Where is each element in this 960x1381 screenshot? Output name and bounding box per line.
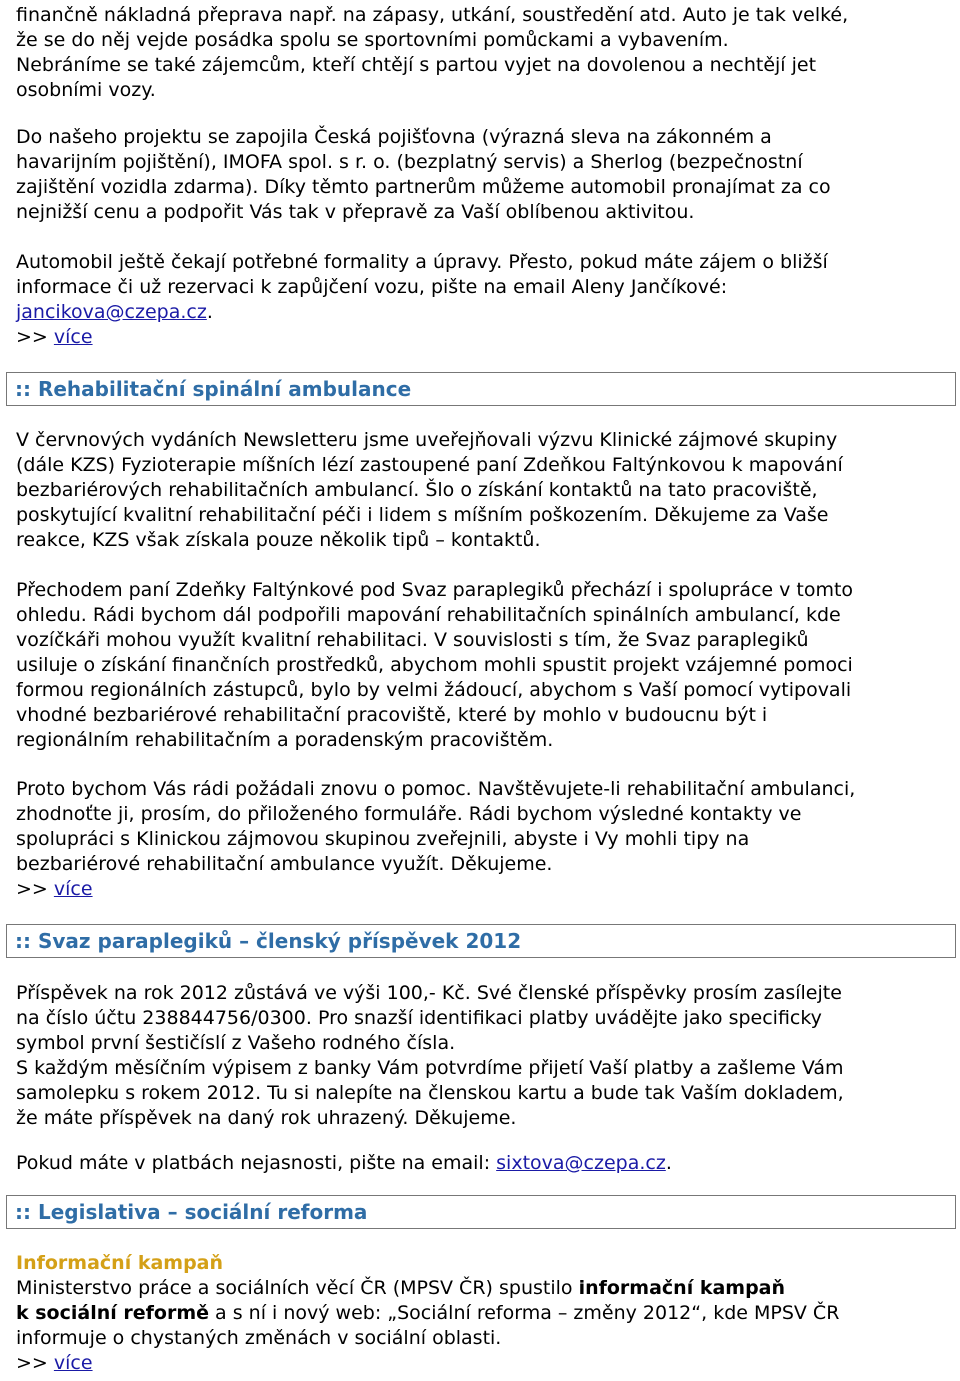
text-line: ohledu. Rádi bychom dál podpořili mapování rehabilitačních spinálních ambulancí, kde	[16, 604, 841, 626]
text-line: na číslo účtu 238844756/0300. Pro snazší identifikaci platby uvádějte jako specificky	[16, 1007, 822, 1029]
text-line: usiluje o získání finančních prostředků, abychom mohli spustit projekt vzájemné pomoci	[16, 654, 853, 676]
text-line: že máte příspěvek na daný rok uhrazený. Děkujeme.	[16, 1107, 517, 1129]
more-prefix: >>	[16, 1352, 54, 1374]
intro-paragraph-3	[16, 250, 946, 350]
text-line: osobními vozy.	[16, 79, 156, 101]
bold-text: informační kampaň	[578, 1277, 786, 1299]
text-line	[16, 1276, 946, 1301]
text-line: poskytující kvalitní rehabilitační péči i lidem s míšním poškozením. Děkujeme za Vaše	[16, 504, 829, 526]
text-line: S každým měsíčním výpisem z banky Vám potvrdíme přijetí Vaší platby a zašleme Vám	[16, 1057, 844, 1079]
more-line	[16, 877, 946, 902]
section3-content	[16, 1251, 946, 1376]
email-link-jancikova[interactable]: jancikova@czepa.cz	[16, 301, 207, 323]
section-title-legislativa: :: Legislativa – sociální reforma	[6, 1195, 956, 1229]
text-line: Proto bychom Vás rádi požádali znovu o pomoc. Navštěvujete-li rehabilitační ambulanci,	[16, 778, 856, 800]
text-line: spolupráci s Klinickou zájmovou skupinou zveřejnili, abyste i Vy mohli tipy na	[16, 828, 750, 850]
text-line: symbol první šestičíslí z Vašeho rodného čísla.	[16, 1032, 456, 1054]
more-link[interactable]: více	[53, 878, 93, 900]
text-line: reakce, KZS však získala pouze několik tipů – kontaktů.	[16, 529, 541, 551]
more-link[interactable]: více	[53, 1352, 93, 1374]
text-line: zajištění vozidla zdarma). Díky těmto partnerům můžeme automobil pronajímat za co	[16, 176, 831, 198]
section1-paragraph-2	[16, 578, 946, 753]
bold-text: k sociální reformě	[16, 1302, 210, 1324]
more-prefix: >>	[16, 326, 54, 348]
text-line: informuje o chystaných změnách v sociální oblasti.	[16, 1327, 502, 1349]
text-line: vhodné bezbariérové rehabilitační pracoviště, které by mohlo v budoucnu být i	[16, 704, 768, 726]
email-line	[16, 1151, 946, 1176]
more-line	[16, 1351, 946, 1376]
text-line: nejnižší cenu a podpořit Vás tak v přepravě za Vaší oblíbenou aktivitou.	[16, 201, 695, 223]
text-line: finančně nákladná přeprava např. na zápasy, utkání, soustředění atd. Auto je tak velké,	[16, 4, 849, 26]
email-intro: Pokud máte v platbách nejasnosti, pište na email:	[16, 1152, 497, 1174]
text-line: Přechodem paní Zdeňky Faltýnkové pod Svaz paraplegiků přechází i spolupráce v tomto	[16, 579, 854, 601]
text-line: bezbariérové rehabilitační ambulance využít. Děkujeme.	[16, 853, 553, 875]
text-line: Nebráníme se také zájemcům, kteří chtějí s partou vyjet na dovolenou a nechtějí jet	[16, 54, 817, 76]
text-line: havarijním pojištění), IMOFA spol. s r. o. (bezplatný servis) a Sherlog (bezpečnostní	[16, 151, 803, 173]
intro-paragraph-2	[16, 125, 946, 225]
section-title-rehabilitacni: :: Rehabilitační spinální ambulance	[6, 372, 956, 406]
text-line: Do našeho projektu se zapojila Česká pojišťovna (výrazná sleva na zákonném a	[16, 126, 772, 148]
text-line: vozíčkáři mohou využít kvalitní rehabilitaci. V souvislosti s tím, že Svaz paraplegiků	[16, 629, 809, 651]
subheading-informacni-kampan: Informační kampaň	[16, 1252, 224, 1274]
text-line	[16, 1301, 946, 1326]
text-part: a s ní i nový web: „Sociální reforma – změny 2012“, kde MPSV ČR	[209, 1302, 840, 1324]
text-line: že se do něj vejde posádka spolu se sportovními pomůckami a vybavením.	[16, 29, 729, 51]
text-line: samolepku s rokem 2012. Tu si nalepíte na členskou kartu a bude tak Vaším dokladem,	[16, 1082, 844, 1104]
section1-paragraph-3	[16, 777, 946, 902]
email-suffix: .	[665, 1152, 672, 1174]
text-line: Automobil ještě čekají potřebné formality a úpravy. Přesto, pokud máte zájem o bližší	[16, 251, 828, 273]
more-link[interactable]: více	[53, 326, 93, 348]
text-part: Ministerstvo práce a sociálních věcí ČR (MPSV ČR) spustilo	[16, 1277, 579, 1299]
text-line: regionálním rehabilitačním a poradenským pracovištěm.	[16, 729, 554, 751]
section1-paragraph-1	[16, 428, 946, 553]
email-line	[16, 300, 946, 325]
section2-paragraph-1	[16, 981, 946, 1131]
more-prefix: >>	[16, 878, 54, 900]
text-line: formou regionálních zástupců, bylo by velmi žádoucí, abychom s Vaší pomocí vytipovali	[16, 679, 852, 701]
text-line: V červnových vydáních Newsletteru jsme uveřejňovali výzvu Klinické zájmové skupiny	[16, 429, 838, 451]
more-line	[16, 325, 946, 350]
text-line: zhodnoťte ji, prosím, do přiloženého formuláře. Rádi bychom výsledné kontakty ve	[16, 803, 802, 825]
text-line: (dále KZS) Fyzioterapie míšních lézí zastoupené paní Zdeňkou Faltýnkovou k mapování	[16, 454, 843, 476]
text-line: informace či už rezervaci k zapůjčení vozu, pište na email Aleny Jančíkové:	[16, 276, 728, 298]
email-suffix: .	[206, 301, 213, 323]
text-line: bezbariérových rehabilitačních ambulancí. Šlo o získání kontaktů na tato pracoviště,	[16, 479, 818, 501]
intro-paragraph-1	[16, 3, 946, 103]
section2-paragraph-2	[16, 1151, 946, 1176]
email-link-sixtova[interactable]: sixtova@czepa.cz	[496, 1152, 666, 1174]
section-title-clensky-prispevek: :: Svaz paraplegiků – členský příspěvek 2012	[6, 924, 956, 958]
text-line: Příspěvek na rok 2012 zůstává ve výši 100,- Kč. Své členské příspěvky prosím zasílejte	[16, 982, 842, 1004]
